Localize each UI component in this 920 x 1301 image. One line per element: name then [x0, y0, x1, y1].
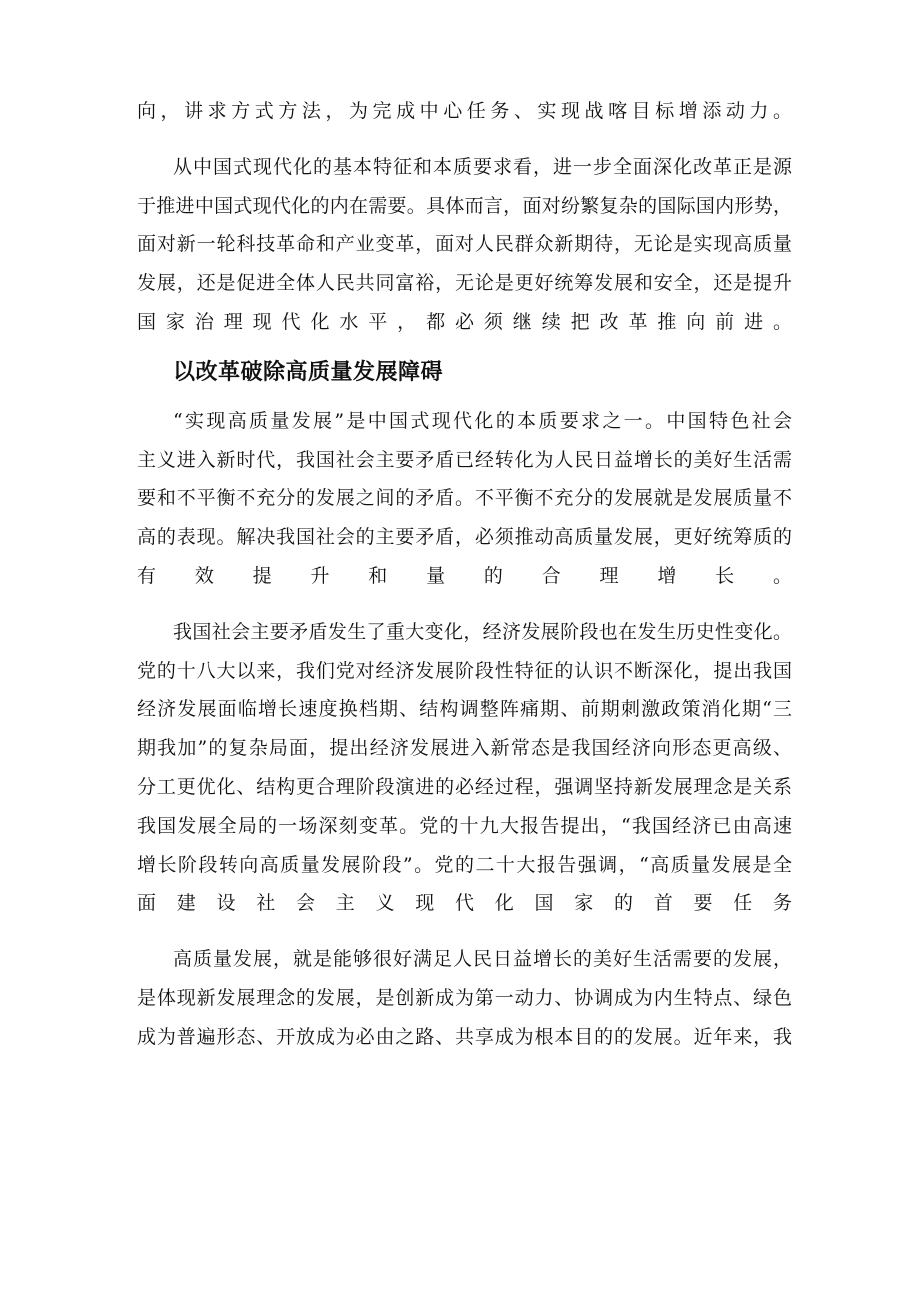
text-line: 高质量发展，就是能够很好满足人民日益增长的美好生活需要的发展，	[173, 948, 792, 971]
text-line: 是体现新发展理念的发展，是创新成为第一动力、协调成为内生特点、绿色	[137, 986, 792, 1009]
document-body	[137, 92, 792, 1057]
text-line: 我国发展全局的一场深刻变革。党的十九大报告提出，“我国经济已由高速	[137, 814, 792, 837]
text-line: 期我加”的复杂局面，提出经济发展进入新常态是我国经济向形态更高级、	[137, 737, 792, 760]
paragraph-continuation	[137, 92, 792, 131]
section-heading: 以改革破除高质量发展障碍	[173, 359, 444, 385]
text-line: 从中国式现代化的基本特征和本质要求看，进一步全面深化改革正是源	[173, 155, 792, 178]
text-line: 主义进入新时代，我国社会主要矛盾已经转化为人民日益增长的美好生活需	[137, 448, 792, 471]
text-line: 面对新一轮科技革命和产业变革，面对人民群众新期待，无论是实现高质量	[137, 233, 792, 256]
text-line: 成为普遍形态、开放成为必由之路、共享成为根本目的的发展。近年来，我	[137, 1025, 792, 1048]
text-line: 有效提升和量的合理增长。	[137, 564, 792, 587]
text-line: 国家治理现代化水平，都必须继续把改革推向前进。	[137, 310, 792, 333]
paragraph-development-stage	[137, 613, 792, 923]
text-line: 分工更优化、结构更合理阶段演进的必经过程，强调坚持新发展理念是关系	[137, 775, 792, 798]
text-line: 增长阶段转向高质量发展阶段”。党的二十大报告强调，“高质量发展是全	[137, 853, 792, 876]
text-line: 我国社会主要矛盾发生了重大变化，经济发展阶段也在发生历史性变化。	[173, 620, 792, 643]
text-line: 发展，还是促进全体人民共同富裕，无论是更好统筹发展和安全，还是提升	[137, 272, 792, 295]
text-line: 经济发展面临增长速度换档期、结构调整阵痛期、前期刺激政策消化期“三	[137, 698, 792, 721]
text-line: 于推进中国式现代化的内在需要。具体而言，面对纷繁复杂的国际国内形势，	[137, 194, 792, 217]
paragraph-high-quality-development	[137, 402, 792, 596]
text-line: “实现高质量发展”是中国式现代化的本质要求之一。中国特色社会	[173, 409, 792, 432]
paragraph-reform-need	[137, 148, 792, 342]
text-line: 党的十八大以来，我们党对经济发展阶段性特征的认识不断深化，提出我国	[137, 659, 792, 682]
text-line: 高的表现。解决我国社会的主要矛盾，必须推动高质量发展，更好统筹质的	[137, 526, 792, 549]
text-line: 向，讲求方式方法，为完成中心任务、实现战喀目标增添动力。	[137, 100, 792, 122]
text-line: 面建设社会主义现代化国家的首要任务	[137, 892, 792, 915]
text-line: 要和不平衡不充分的发展之间的矛盾。不平衡不充分的发展就是发展质量不	[137, 487, 792, 510]
paragraph-definition	[137, 940, 792, 1056]
